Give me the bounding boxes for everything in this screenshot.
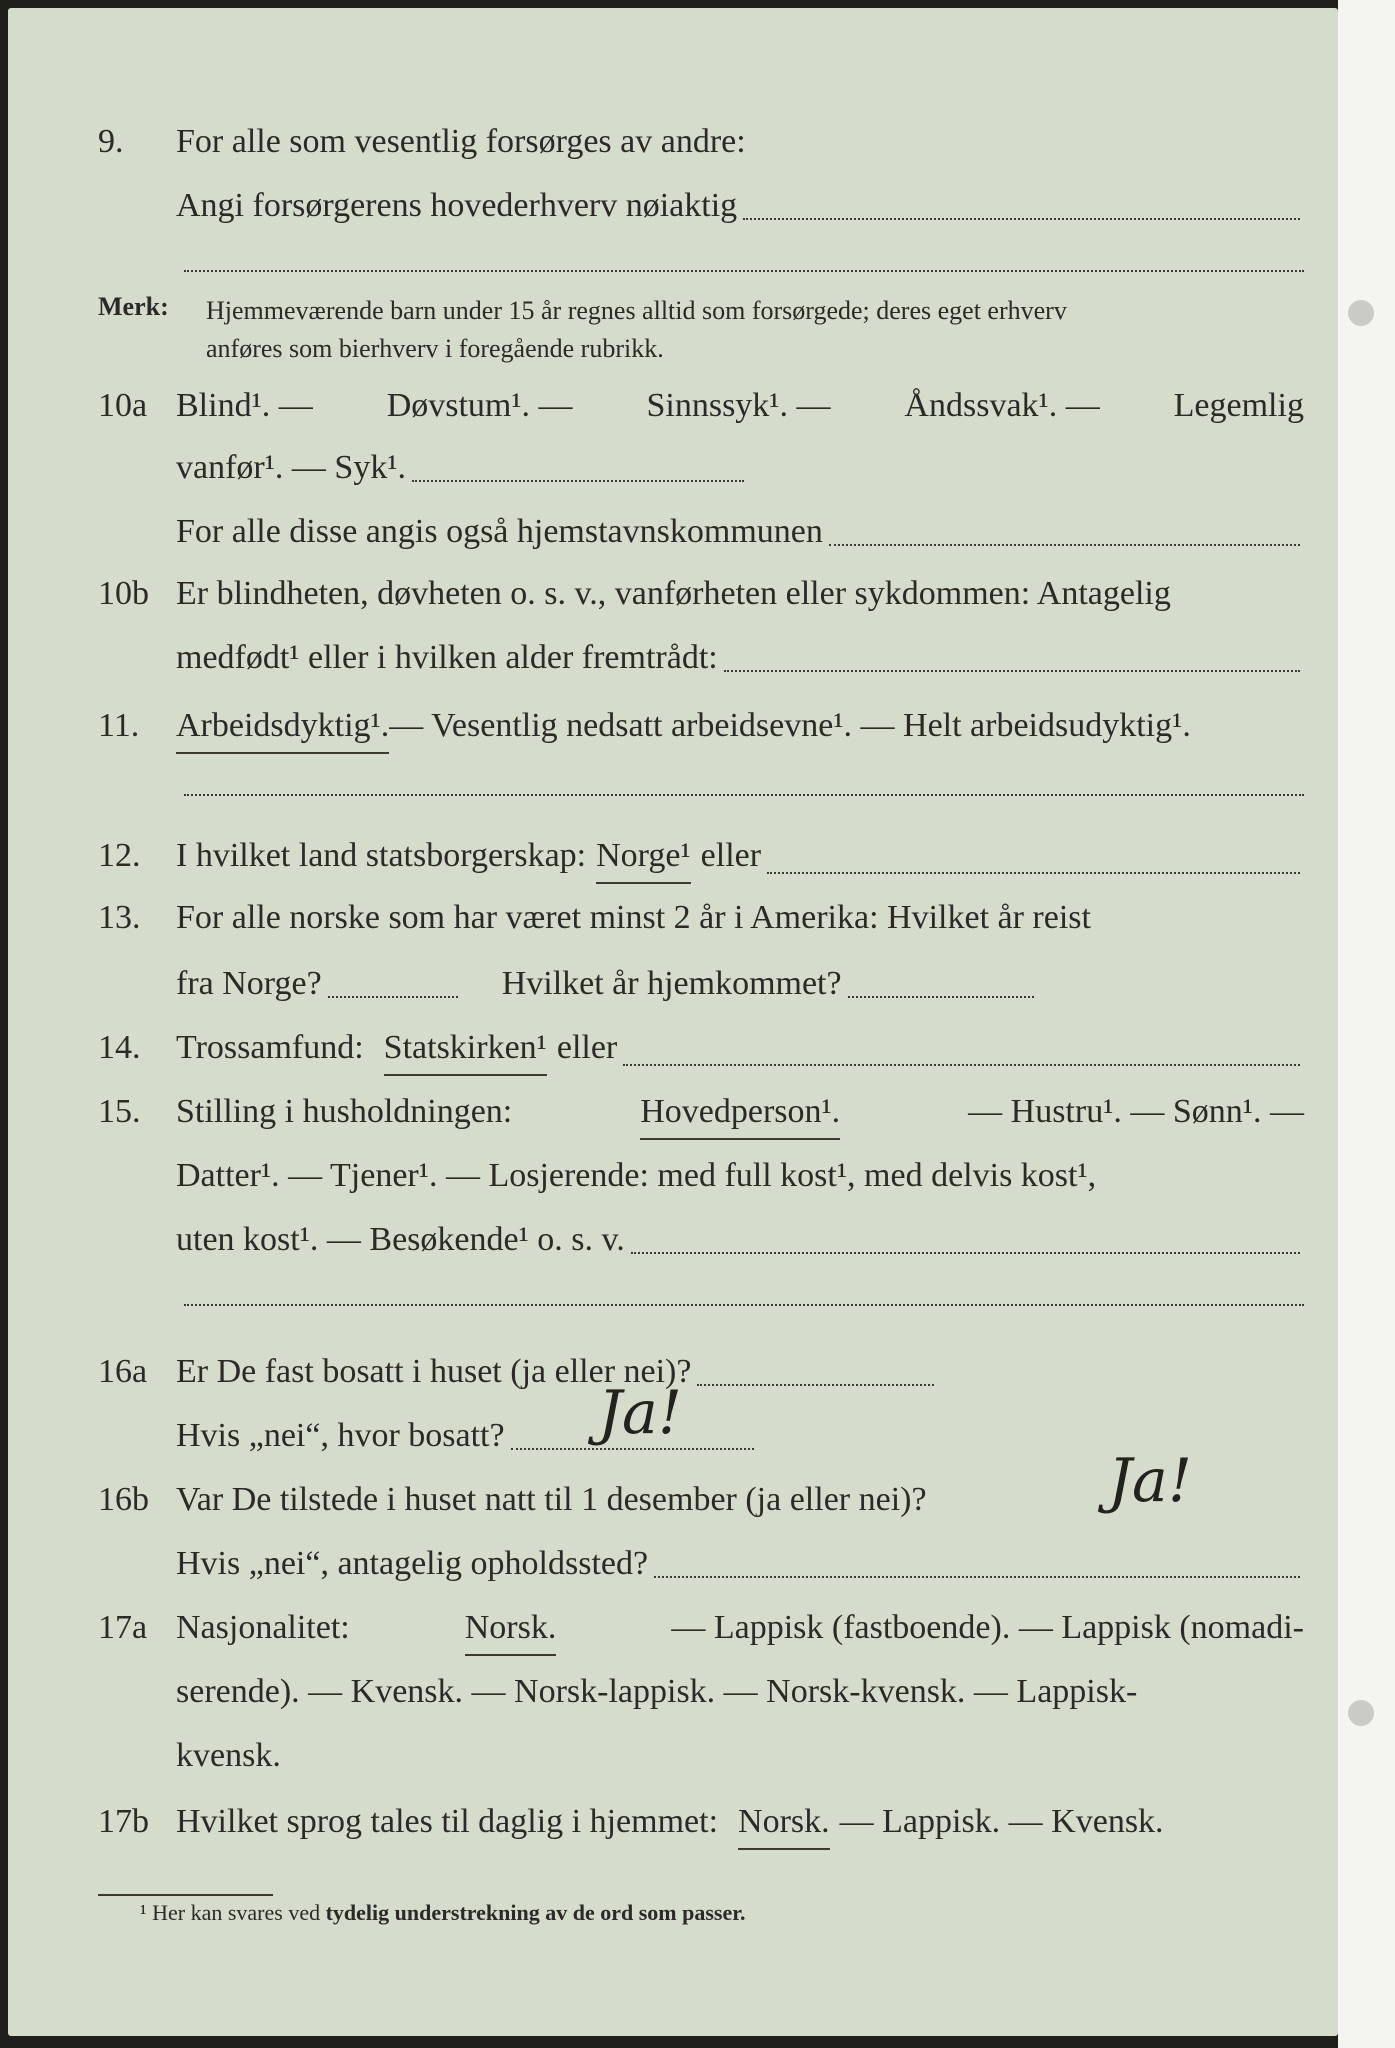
q15-answer-line-2[interactable]	[184, 1304, 1304, 1306]
q10b-row-1	[8, 570, 1338, 618]
q13-number: 13.	[98, 899, 141, 936]
q15-answer-line[interactable]	[631, 1251, 1300, 1254]
q16a-number: 16a	[98, 1353, 148, 1390]
q17a-row-1	[8, 1604, 1338, 1652]
q10b-number: 10b	[98, 575, 149, 612]
q17a-number: 17a	[98, 1609, 148, 1646]
footnote-rule	[98, 1894, 273, 1896]
q16b-row-2	[8, 1540, 1338, 1588]
q11-opt-arbeidsdyktig: Arbeidsdyktig¹.	[176, 702, 389, 754]
q10b-answer-line[interactable]	[724, 669, 1300, 672]
q13-text-2a: fra Norge?	[176, 965, 322, 1002]
opt-blind: Blind¹. —	[176, 387, 313, 424]
q14-answer-line[interactable]	[623, 1063, 1300, 1066]
q14-post: eller	[556, 1029, 618, 1066]
footnote-bold: tydelig understrekning av de ord som passer.	[325, 1900, 746, 1925]
footnote-mark: ¹	[140, 1900, 147, 1925]
punch-hole	[1348, 300, 1374, 326]
q14-pre: Trossamfund:	[176, 1029, 364, 1066]
q16a-answer-line[interactable]	[697, 1383, 934, 1386]
q17a-text-3: kvensk.	[176, 1737, 281, 1774]
scan-margin-strip	[1338, 0, 1395, 2048]
q17a-rest-1: — Lappisk (fastboende). — Lappisk (nomadi-	[671, 1609, 1304, 1646]
q15-row-1	[8, 1088, 1338, 1136]
q13-row-2	[8, 960, 1338, 1008]
q10b-text-1: Er blindheten, døvheten o. s. v., vanførheten eller sykdommen: Antagelig	[176, 575, 1171, 612]
footnote-plain: Her kan svares ved	[152, 1900, 321, 1925]
q16b-text-2: Hvis „nei“, antagelig opholdssted?	[176, 1545, 649, 1582]
opt-andssvak: Åndssvak¹. —	[904, 387, 1100, 424]
q10a-hjemstavn-line[interactable]	[829, 543, 1300, 546]
q10a-answer-line[interactable]	[412, 479, 744, 482]
q16a-text-2: Hvis „nei“, hvor bosatt?	[176, 1417, 505, 1454]
q13-text-2b: Hvilket år hjemkommet?	[501, 965, 842, 1002]
q15-number: 15.	[98, 1093, 141, 1130]
q12-opt-norge: Norge¹	[596, 832, 691, 884]
q13-row-1	[8, 894, 1338, 942]
q10b-row-2	[8, 634, 1338, 682]
q15-rest-1: — Hustru¹. — Sønn¹. —	[968, 1093, 1304, 1130]
q14-row	[8, 1024, 1338, 1072]
q12-pre: I hvilket land statsborgerskap:	[176, 837, 587, 874]
q10a-text-2: vanfør¹. — Syk¹.	[176, 449, 407, 486]
q11-row	[8, 702, 1338, 750]
q12-answer-line[interactable]	[767, 871, 1300, 874]
q15-row-2	[8, 1152, 1338, 1200]
q17b-opt-norsk: Norsk.	[738, 1798, 830, 1850]
q17a-row-3	[8, 1732, 1338, 1780]
q15-opt-hovedperson: Hovedperson¹.	[640, 1088, 840, 1140]
q9-number: 9.	[98, 123, 124, 160]
q9-row-2	[8, 182, 1338, 230]
q10a-number: 10a	[98, 387, 148, 424]
opt-sinnssyk: Sinnssyk¹. —	[646, 387, 831, 424]
q10a-text-3: For alle disse angis også hjemstavnskommunen	[176, 513, 823, 550]
merk-line-1: Hjemmeværende barn under 15 år regnes alltid som forsørgede; deres eget erhverv	[206, 296, 1067, 325]
q15-row-3	[8, 1216, 1338, 1264]
q12-row	[8, 832, 1338, 880]
q13-reist-line[interactable]	[328, 995, 458, 998]
q16a-handwritten-answer: Ja!	[598, 1378, 682, 1448]
q17b-row	[8, 1798, 1338, 1846]
q16b-text-1: Var De tilstede i huset natt til 1 desember (ja eller nei)?	[176, 1481, 927, 1518]
q14-opt-statskirken: Statskirken¹	[384, 1024, 547, 1076]
q17a-opt-norsk: Norsk.	[465, 1604, 557, 1656]
q12-number: 12.	[98, 837, 141, 874]
merk-label: Merk:	[98, 292, 169, 321]
q17a-pre: Nasjonalitet:	[176, 1609, 350, 1646]
q15-text-2: Datter¹. — Tjener¹. — Losjerende: med full kost¹, med delvis kost¹,	[176, 1157, 1097, 1194]
q9-text-2: Angi forsørgerens hovederhverv nøiaktig	[176, 187, 738, 224]
q17a-row-2	[8, 1668, 1338, 1716]
q16b-handwritten-answer: Ja!	[1108, 1446, 1192, 1516]
q16b-answer-line[interactable]	[654, 1575, 1300, 1578]
q17b-rest: — Lappisk. — Kvensk.	[839, 1803, 1164, 1840]
q17b-number: 17b	[98, 1803, 149, 1840]
q9-row-1	[8, 118, 1338, 166]
q9-text-1: For alle som vesentlig forsørges av andre:	[176, 123, 746, 160]
q11-number: 11.	[98, 707, 140, 744]
q16b-number: 16b	[98, 1481, 149, 1518]
q13-text-1: For alle norske som har været minst 2 år i Amerika: Hvilket år reist	[176, 899, 1091, 936]
opt-dovstum: Døvstum¹. —	[386, 387, 573, 424]
q10a-row-2	[8, 444, 1338, 492]
q9-answer-line-2[interactable]	[184, 270, 1304, 272]
q17b-pre: Hvilket sprog tales til daglig i hjemmet:	[176, 1803, 719, 1840]
q14-number: 14.	[98, 1029, 141, 1066]
q15-pre: Stilling i husholdningen:	[176, 1093, 513, 1130]
q15-text-3: uten kost¹. — Besøkende¹ o. s. v.	[176, 1221, 625, 1258]
q10b-text-2: medfødt¹ eller i hvilken alder fremtrådt:	[176, 639, 718, 676]
q12-post: eller	[700, 837, 762, 874]
q10a-row-3	[8, 508, 1338, 556]
q9-answer-line[interactable]	[743, 217, 1300, 220]
q17a-text-2: serende). — Kvensk. — Norsk-lappisk. — Norsk-kvensk. — Lappisk-	[176, 1673, 1138, 1710]
q10a-row-1	[8, 382, 1338, 430]
opt-legemlig: Legemlig	[1173, 387, 1304, 424]
merk-note	[206, 292, 1304, 368]
punch-hole	[1348, 1700, 1374, 1726]
merk-line-2: anføres som bierhverv i foregående rubrikk.	[206, 334, 664, 363]
footnote	[140, 1900, 746, 1926]
q11-answer-line[interactable]	[184, 794, 1304, 796]
q11-rest: — Vesentlig nedsatt arbeidsevne¹. — Helt arbeidsudyktig¹.	[389, 707, 1191, 744]
q16a-text-1: Er De fast bosatt i huset (ja eller nei)?	[176, 1353, 692, 1390]
q13-hjemkommet-line[interactable]	[848, 995, 1034, 998]
census-form-page	[8, 8, 1338, 2036]
